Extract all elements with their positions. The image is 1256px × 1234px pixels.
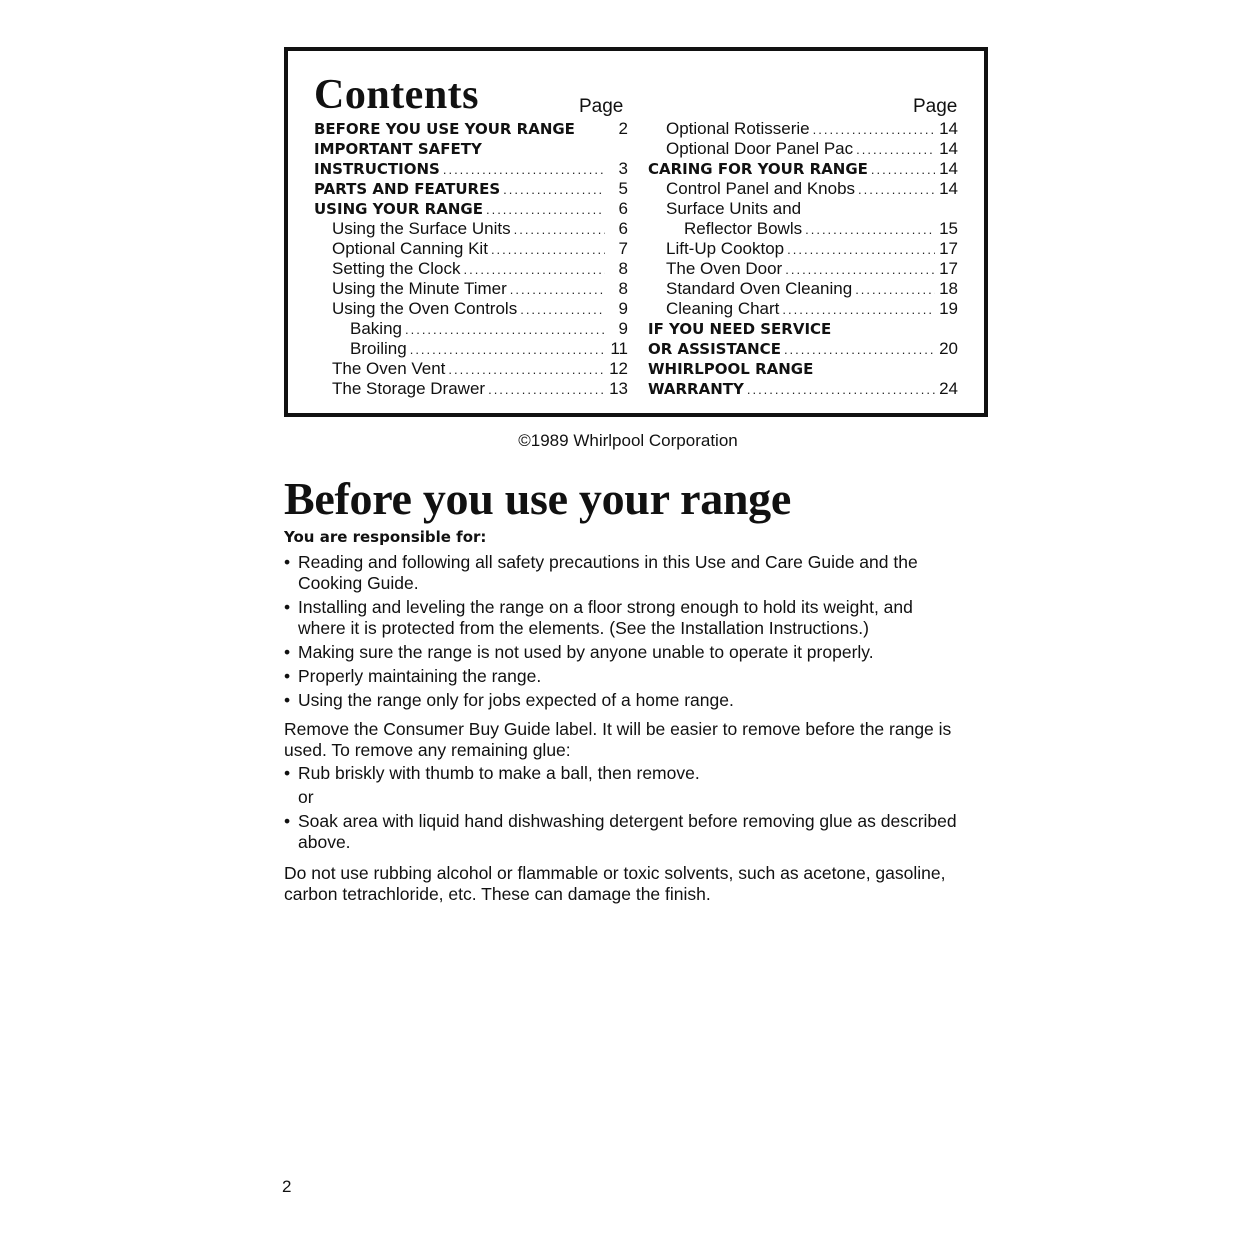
toc-entry (350, 319, 628, 339)
toc-entry-page: 20 (939, 339, 958, 358)
toc-entry-page: 5 (618, 179, 628, 198)
toc-leader-dots (747, 380, 935, 400)
toc-leader-dots (448, 360, 605, 380)
toc-entry-label: The Oven Door (666, 259, 783, 278)
toc-entry (648, 319, 958, 339)
toc-entry (666, 139, 958, 159)
toc-entry-label: PARTS AND FEATURES (314, 180, 501, 198)
list-item: • Using the range only for jobs expected of a home range. (284, 690, 964, 711)
toc-entry-label: Lift-Up Cooktop (666, 239, 785, 258)
responsibilities-list (284, 552, 964, 711)
toc-entry-label: WHIRLPOOL RANGE (648, 360, 814, 378)
toc-entry-page: 15 (939, 219, 958, 238)
toc-entry-label: Optional Door Panel Pac (666, 139, 854, 158)
toc-entry (332, 379, 628, 399)
toc-entry-page: 14 (939, 159, 958, 178)
copyright-notice: ©1989 Whirlpool Corporation (518, 431, 738, 450)
list-item: • Reading and following all safety precautions in this Use and Care Guide and the Cooking Guide. (284, 552, 964, 594)
toc-entry-label: Optional Canning Kit (332, 239, 488, 258)
toc-entry-label: IMPORTANT SAFETY (314, 140, 482, 158)
toc-leader-dots (782, 300, 935, 320)
right-page-header: Page (913, 96, 958, 117)
toc-entry (332, 299, 628, 319)
toc-entry-page: 24 (939, 379, 958, 398)
toc-entry (666, 279, 958, 299)
toc-leader-dots (514, 220, 605, 240)
toc-entry (648, 359, 958, 379)
toc-entry-page: 14 (939, 179, 958, 198)
toc-entry (648, 159, 958, 179)
toc-entry-label: Standard Oven Cleaning (666, 279, 853, 298)
contents-title: Contents (314, 72, 480, 118)
toc-entry (684, 219, 958, 239)
toc-entry-page: 7 (618, 239, 628, 258)
toc-entry (666, 259, 958, 279)
toc-entry (332, 279, 628, 299)
toc-entry (314, 119, 628, 139)
toc-entry-label: OR ASSISTANCE (648, 340, 781, 358)
label-removal-paragraph: Remove the Consumer Buy Guide label. It will be easier to remove before the range is used. To remove any remaining glue: (284, 719, 952, 760)
toc-leader-dots (805, 220, 935, 240)
toc-entry (666, 179, 958, 199)
toc-entry-page: 17 (939, 239, 958, 258)
toc-leader-dots (464, 260, 605, 280)
toc-entry-label: The Oven Vent (332, 359, 446, 378)
toc-entry-label: Optional Rotisserie (666, 119, 810, 138)
toc-entry-label: WARRANTY (648, 380, 744, 398)
toc-entry (332, 219, 628, 239)
toc-leader-dots (486, 200, 605, 220)
toc-entry-page: 17 (939, 259, 958, 278)
toc-entry-label: Control Panel and Knobs (666, 179, 856, 198)
toc-entry-page: 9 (618, 299, 628, 318)
toc-entry-label: The Storage Drawer (332, 379, 486, 398)
toc-entry-page: 14 (939, 139, 958, 158)
toc-entry-label: Reflector Bowls (684, 219, 803, 238)
toc-entry (666, 119, 958, 139)
toc-leader-dots (855, 280, 935, 300)
toc-entry-label: INSTRUCTIONS (314, 160, 440, 178)
toc-leader-dots (785, 260, 935, 280)
toc-entry-label: Setting the Clock (332, 259, 461, 278)
contents-box (284, 47, 988, 417)
toc-entry (332, 239, 628, 259)
section-title: Before you use your range (284, 473, 791, 524)
toc-entry-label: Cleaning Chart (666, 299, 780, 318)
toc-leader-dots (410, 340, 605, 360)
toc-entry (314, 159, 628, 179)
toc-entry-label: CARING FOR YOUR RANGE (648, 160, 868, 178)
toc-entry-label: Baking (350, 319, 402, 338)
toc-entry-page: 3 (618, 159, 628, 178)
toc-entry-page: 14 (939, 119, 958, 138)
toc-leader-dots (510, 280, 605, 300)
toc-entry-page: 8 (618, 259, 628, 278)
left-page-header: Page (579, 96, 624, 117)
toc-leader-dots (520, 300, 605, 320)
list-item: • Installing and leveling the range on a floor strong enough to hold its weight, and where it is protected from the elements. (See the Installation Instructions.) (284, 597, 964, 639)
toc-entry (314, 199, 628, 219)
toc-leader-dots (491, 240, 605, 260)
toc-leader-dots (503, 180, 605, 200)
toc-entry-page: 19 (939, 299, 958, 318)
toc-entry-label: Using the Surface Units (332, 219, 511, 238)
toc-entry-page: 13 (609, 379, 628, 398)
toc-leader-dots (858, 180, 935, 200)
toc-entry-page: 12 (609, 359, 628, 378)
toc-leader-dots (856, 140, 935, 160)
toc-entry (332, 259, 628, 279)
list-item: • Soak area with liquid hand dishwashing detergent before removing glue as described above. (284, 811, 964, 853)
list-item: • Rub briskly with thumb to make a ball, then remove. (284, 763, 964, 784)
glue-removal-list (284, 763, 964, 784)
list-item: • Making sure the range is not used by anyone unable to operate it properly. (284, 642, 964, 663)
glue-removal-list-2 (284, 811, 964, 853)
toc-entry (666, 199, 958, 219)
toc-entry (314, 139, 628, 159)
toc-entry-label: USING YOUR RANGE (314, 200, 483, 218)
toc-entry-label: IF YOU NEED SERVICE (648, 320, 832, 338)
section-body (284, 527, 964, 907)
solvent-warning-paragraph: Do not use rubbing alcohol or flammable or toxic solvents, such as acetone, gasoline, carbon tetrachloride, etc. These can damage the finish. (284, 863, 946, 904)
toc-leader-dots (488, 380, 605, 400)
responsibilities-intro: You are responsible for: (284, 528, 487, 546)
toc-entry-label: Using the Oven Controls (332, 299, 518, 318)
toc-entry-page: 18 (939, 279, 958, 298)
toc-entry (666, 299, 958, 319)
toc-entry-page: 8 (618, 279, 628, 298)
toc-entry-page: 6 (618, 199, 628, 218)
toc-entry (332, 359, 628, 379)
toc-leader-dots (405, 320, 605, 340)
toc-entry-page: 2 (618, 119, 628, 138)
toc-entry-label: Surface Units and (666, 199, 802, 218)
or-separator: or (298, 787, 314, 807)
toc-leader-dots (871, 160, 935, 180)
toc-entry-page: 11 (610, 339, 628, 358)
toc-entry-label: BEFORE YOU USE YOUR RANGE (314, 120, 575, 138)
toc-leader-dots (787, 240, 935, 260)
toc-entry-label: Broiling (350, 339, 407, 358)
toc-entry (666, 239, 958, 259)
toc-entry-label: Using the Minute Timer (332, 279, 507, 298)
toc-leader-dots (784, 340, 935, 360)
toc-leader-dots (443, 160, 605, 180)
toc-entry (648, 339, 958, 359)
list-item: • Properly maintaining the range. (284, 666, 964, 687)
toc-entry-page: 6 (618, 219, 628, 238)
toc-entry (350, 339, 628, 359)
page-number: 2 (282, 1177, 292, 1196)
toc-entry (648, 379, 958, 399)
toc-entry (314, 179, 628, 199)
toc-leader-dots (813, 120, 935, 140)
toc-entry-page: 9 (618, 319, 628, 338)
